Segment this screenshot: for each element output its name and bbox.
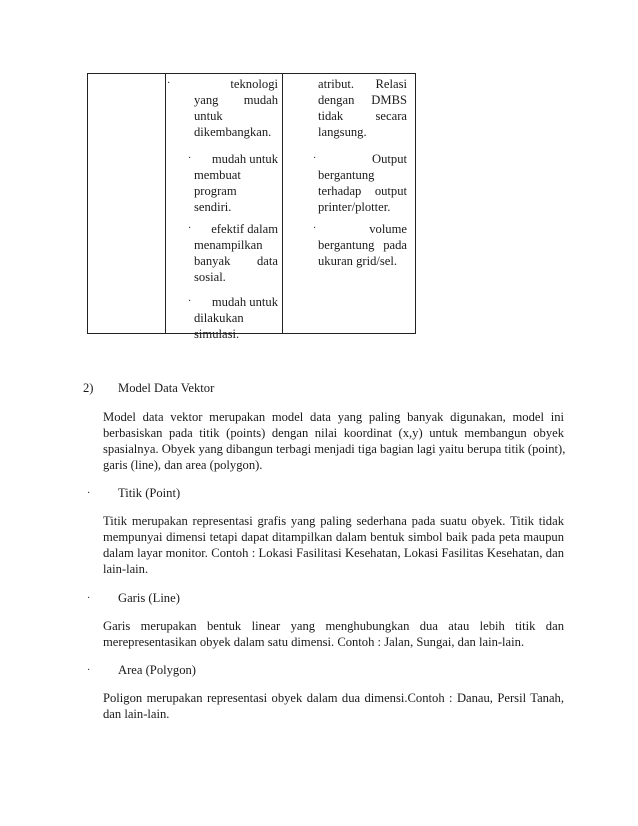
bullet-dot: · bbox=[313, 153, 317, 164]
bullet-dot: · bbox=[87, 665, 91, 676]
subsection-title-line: Garis (Line) bbox=[118, 591, 180, 605]
bullet-dot: · bbox=[188, 153, 192, 164]
subsection-paragraph-area: Poligon merupakan representasi obyek dalam dua dimensi.Contoh : Danau, Persil Tanah, dan lain-lain. bbox=[103, 691, 564, 721]
bullet-dot: · bbox=[167, 78, 171, 89]
bullet-dot: · bbox=[188, 296, 192, 307]
comparison-table bbox=[87, 73, 416, 341]
table-cell-item: atribut. Relasi dengan DMBS tidak secara langsung. bbox=[318, 77, 407, 139]
table-divider bbox=[282, 74, 283, 333]
subsection-title-point: Titik (Point) bbox=[118, 486, 181, 500]
table-cell-item: · teknologi yang mudah untuk dikembangkan. bbox=[167, 77, 278, 139]
subsection-title-area: Area (Polygon) bbox=[118, 663, 196, 677]
section-number: 2) bbox=[83, 381, 94, 395]
section-title: Model Data Vektor bbox=[118, 381, 215, 395]
subsection-paragraph-point: Titik merupakan representasi grafis yang paling sederhana pada suatu obyek. Titik tidak mempunyai dimensi tetapi dapat ditampilkan dalam bentuk simbol baik pada peta maupun dalam layar monitor. Contoh : Lokasi Fasilitasi Kesehatan, Lokasi Fasilitas Kesehatan, dan lain-lain. bbox=[103, 514, 564, 576]
table-cell-item: · Output bergantung terhadap output printer/plotter. bbox=[313, 152, 407, 214]
table-divider bbox=[165, 74, 166, 333]
bullet-dot: · bbox=[87, 593, 91, 604]
bullet-dot: · bbox=[87, 488, 91, 499]
bullet-dot: · bbox=[313, 223, 317, 234]
bullet-dot: · bbox=[188, 223, 192, 234]
subsection-paragraph-line: Garis merupakan bentuk linear yang menghubungkan dua atau lebih titik dan merepresentasikan obyek dalam satu dimensi. Contoh : Jalan, Sungai, dan lain-lain. bbox=[103, 619, 564, 649]
table-cell-item: · mudah untuk dilakukan simulasi. bbox=[188, 295, 278, 341]
table-cell-item: · efektif dalam menampilkan banyak data sosial. bbox=[188, 222, 278, 284]
section-intro-paragraph: Model data vektor merupakan model data yang paling banyak digunakan, model ini berbasiskan pada titik (points) dengan nilai koordinat (x,y) untuk membangun obyek spasialnya. Obyek yang dibangun terbagi menjadi tiga bagian lagi yaitu berupa titik (point), garis (line), dan area (polygon). bbox=[103, 410, 566, 472]
table-cell-item: · mudah untuk membuat program sendiri. bbox=[188, 152, 278, 214]
table-cell-item: · volume bergantung pada ukuran grid/sel. bbox=[313, 222, 407, 268]
